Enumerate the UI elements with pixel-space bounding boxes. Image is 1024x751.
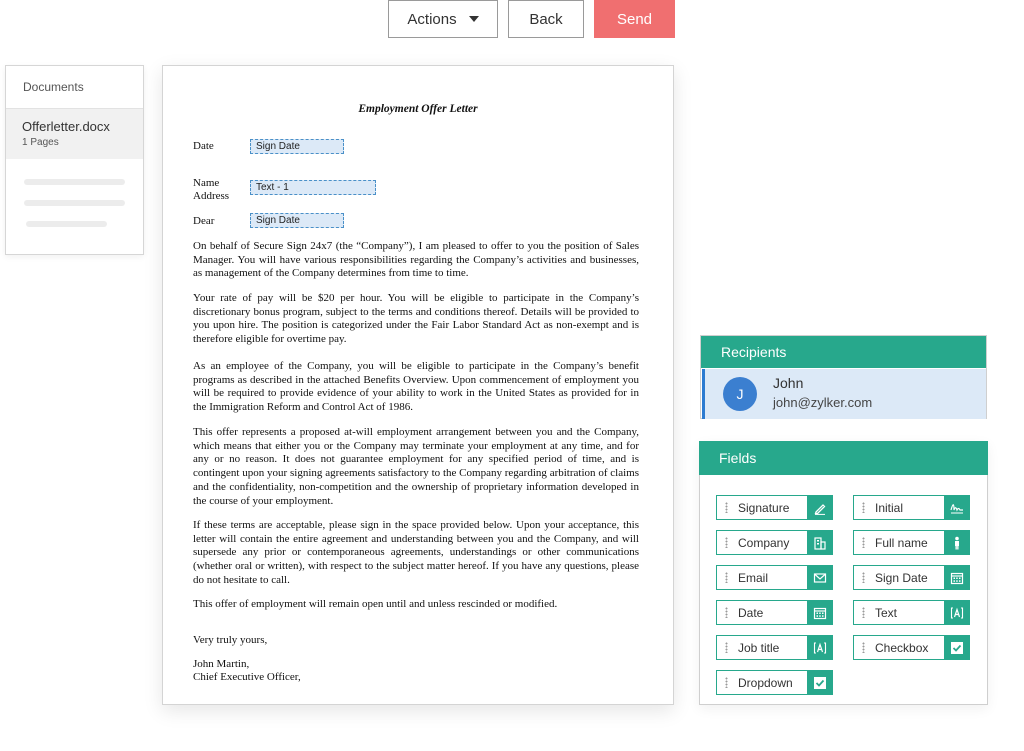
calendar-icon xyxy=(944,566,969,589)
company-icon xyxy=(807,531,832,554)
field-label: Sign Date xyxy=(875,570,928,585)
initial-icon xyxy=(944,496,969,519)
drag-handle-icon xyxy=(862,607,865,618)
field-label: Initial xyxy=(875,500,904,515)
documents-header: Documents xyxy=(6,66,143,109)
field-company[interactable] xyxy=(716,530,833,555)
body-paragraph: This offer of employment will remain open until and unless rescinded or modified. xyxy=(193,598,558,610)
email-icon xyxy=(807,566,832,589)
document-page xyxy=(162,65,674,705)
documents-panel xyxy=(5,65,144,255)
field-label: Dropdown xyxy=(738,675,793,690)
field-label: Company xyxy=(738,535,790,550)
field-initial[interactable] xyxy=(853,495,970,520)
document-list-item[interactable] xyxy=(6,109,143,159)
recipients-header: Recipients xyxy=(701,336,986,368)
avatar: J xyxy=(723,377,757,411)
drag-handle-icon xyxy=(725,607,728,618)
field-dropdown[interactable] xyxy=(716,670,833,695)
actions-label: Actions xyxy=(407,10,457,28)
field-label: Email xyxy=(738,570,769,585)
recipient-item[interactable] xyxy=(702,369,986,419)
recipient-email: john@zylker.com xyxy=(773,395,873,410)
document-title: Employment Offer Letter xyxy=(358,103,478,115)
field-job-title[interactable] xyxy=(716,635,833,660)
field-sign-date[interactable] xyxy=(853,565,970,590)
placeholder-line xyxy=(24,179,125,185)
drag-handle-icon xyxy=(725,537,728,548)
sign-date-field[interactable]: Sign Date xyxy=(250,213,344,228)
send-button[interactable]: Send xyxy=(594,0,675,38)
field-label: Job title xyxy=(738,640,780,655)
name-label: Name xyxy=(193,177,220,189)
placeholder-line xyxy=(24,200,125,206)
body-paragraph: Your rate of pay will be $20 per hour. You will be eligible to participate in the Company’s discretionary bonus program, subject to the terms and conditions thereof. Details will be provided to you upon hire. The position is categorized under the Fair Labor Standard Act as non-exempt and is therefore eligible for overtime pay. xyxy=(193,292,639,346)
signer-name: John Martin, xyxy=(193,658,250,670)
fields-header: Fields xyxy=(699,441,988,475)
body-paragraph: On behalf of Secure Sign 24x7 (the “Company”), I am pleased to offer to you the position of Sales Manager. You will have various responsibilities regarding the Company’s activities and businesses, as management of the Company determines from time to time. xyxy=(193,240,639,280)
drag-handle-icon xyxy=(862,642,865,653)
body-paragraph: As an employee of the Company, you will be eligible to participate in the Company’s benefit programs as described in the attached Benefits Overview. Upon commencement of employment you will be required to provide evidence of your ability to work in the United States as provided for in the Immigration Reform and Control Act of 1986. xyxy=(193,360,639,414)
caret-down-icon xyxy=(469,16,479,22)
text-icon xyxy=(944,601,969,624)
field-full-name[interactable] xyxy=(853,530,970,555)
field-text[interactable] xyxy=(853,600,970,625)
back-button[interactable]: Back xyxy=(508,0,584,38)
body-paragraph: This offer represents a proposed at-will employment arrangement between you and the Company, which means that either you or the Company may terminate your employment at any time, and for any or no reason. It does not guarantee employment for any specified period of time, and is contingent upon your signing agreements satisfactory to the Company regarding arbitration of claims and the confidentiality, non-competition and the ownership of proprietary information developed in the course of your employment. xyxy=(193,426,639,507)
body-paragraph: If these terms are acceptable, please sign in the space provided below. Upon your acceptance, this letter will contain the entire agreement and understanding between you and the Company, and will supersede any prior or contemporaneous agreements, understandings or other communications (whether oral or written), with respect to the subject matter hereof. If you have any questions, please do not hesitate to call. xyxy=(193,519,639,586)
drag-handle-icon xyxy=(725,677,728,688)
field-checkbox[interactable] xyxy=(853,635,970,660)
recipient-name: John xyxy=(773,375,804,391)
placeholder-line xyxy=(26,221,107,227)
person-icon xyxy=(944,531,969,554)
address-label: Address xyxy=(193,190,230,202)
field-label: Full name xyxy=(875,535,928,550)
checkbox-icon xyxy=(944,636,969,659)
drag-handle-icon xyxy=(725,642,728,653)
field-email[interactable] xyxy=(716,565,833,590)
field-label: Signature xyxy=(738,500,790,515)
field-label: Date xyxy=(738,605,764,620)
field-signature[interactable] xyxy=(716,495,833,520)
actions-dropdown-button[interactable] xyxy=(388,0,498,38)
calendar-icon xyxy=(807,601,832,624)
text-icon xyxy=(807,636,832,659)
dear-label: Dear xyxy=(193,215,215,227)
field-label: Checkbox xyxy=(875,640,929,655)
signer-title: Chief Executive Officer, xyxy=(193,671,301,683)
drag-handle-icon xyxy=(862,502,865,513)
recipients-panel xyxy=(700,335,987,419)
text-field[interactable]: Text - 1 xyxy=(250,180,376,195)
signature-icon xyxy=(807,496,832,519)
closing-text: Very truly yours, xyxy=(193,634,268,646)
sign-date-field[interactable]: Sign Date xyxy=(250,139,344,154)
fields-panel xyxy=(699,441,988,705)
field-label: Text xyxy=(875,605,898,620)
date-label: Date xyxy=(193,140,214,152)
drag-handle-icon xyxy=(725,572,728,583)
drag-handle-icon xyxy=(862,572,865,583)
document-name: Offerletter.docx xyxy=(22,119,110,134)
document-page-count: 1 Pages xyxy=(22,137,59,148)
dropdown-icon xyxy=(807,671,832,694)
drag-handle-icon xyxy=(725,502,728,513)
drag-handle-icon xyxy=(862,537,865,548)
field-date[interactable] xyxy=(716,600,833,625)
